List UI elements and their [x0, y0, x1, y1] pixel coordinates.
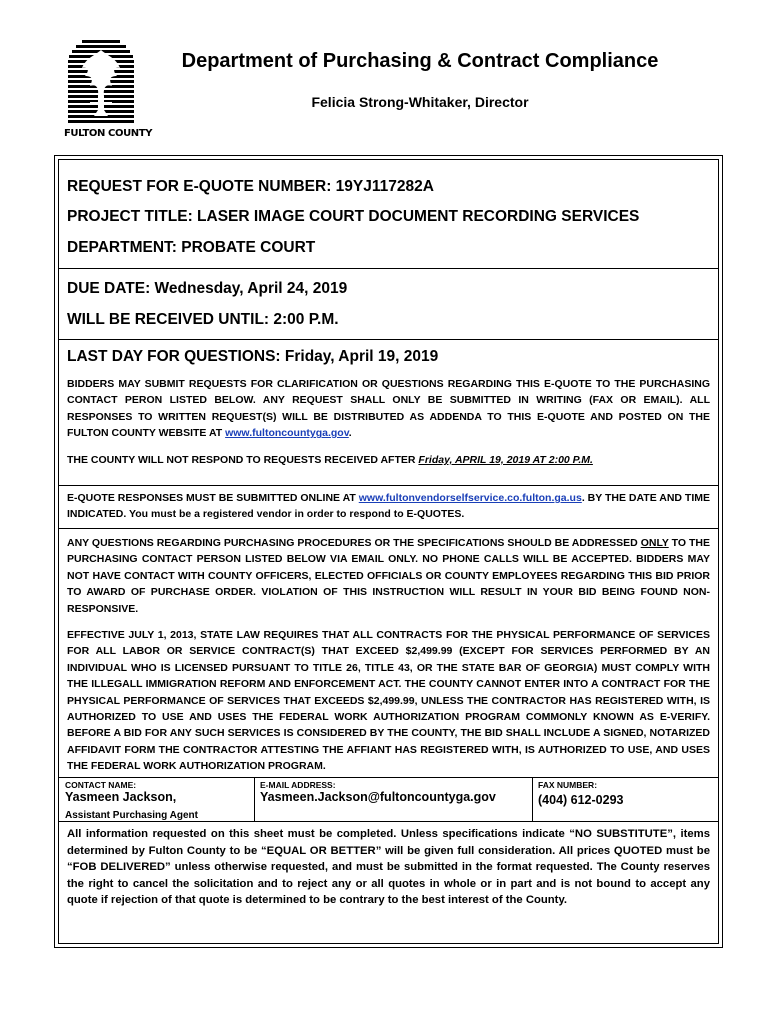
- department-name: DEPARTMENT: PROBATE COURT: [67, 239, 316, 256]
- clarification-paragraph: [67, 376, 710, 442]
- contact-name-label: CONTACT NAME:: [65, 780, 137, 790]
- terms-paragraph: All information requested on this sheet must be completed. Unless specifications indicate “NO SUBSTITUTE”, items determined by Fulton County to be “EQUAL OR BETTER” will be given full consideration. All prices QUOTED must be “FOB DELIVERED” unless otherwise requested, and must be submitted in the format requested. The County reserves the right to cancel the solicitation and to reject any or all quotes in whole or in part and is not bound to accept any quote if rejection of that quote is determined to be contrary to the best interest of the County.: [67, 828, 710, 906]
- due-date: DUE DATE: Wednesday, April 24, 2019: [67, 280, 348, 297]
- contact-email[interactable]: Yasmeen.Jackson@fultoncountyga.gov: [260, 790, 496, 804]
- due-date-section: [59, 268, 718, 339]
- logo-text: FULTON COUNTY: [64, 128, 153, 139]
- contact-name: Yasmeen Jackson,: [65, 790, 177, 804]
- contact-section: [59, 777, 718, 821]
- contact-name-cell: [59, 777, 254, 821]
- equote-number: REQUEST FOR E-QUOTE NUMBER: 19YJ117282A: [67, 178, 434, 195]
- project-title: PROJECT TITLE: LASER IMAGE COURT DOCUMENT RECORDING SERVICES: [67, 208, 640, 225]
- submission-text: E-QUOTE RESPONSES MUST BE SUBMITTED ONLINE AT: [67, 492, 359, 504]
- no-response-paragraph: [67, 452, 710, 468]
- only-emphasis: ONLY: [640, 537, 669, 549]
- quote-form: [58, 159, 719, 944]
- submission-section: [59, 485, 718, 528]
- procedures-paragraph: [67, 535, 710, 617]
- director-name: Felicia Strong-Whitaker, Director: [311, 94, 529, 110]
- procedures-section: [59, 528, 718, 777]
- fulton-county-logo: [64, 40, 153, 146]
- department-title: Department of Purchasing & Contract Compliance: [181, 50, 659, 72]
- fax-cell: [532, 777, 720, 821]
- quote-form-frame: [54, 155, 723, 948]
- procedures-text-rest: TO THE PURCHASING CONTACT PERSON LISTED BELOW VIA EMAIL ONLY. NO PHONE CALLS WILL BE ACCEPTED. BIDDERS MAY NOT HAVE CONTACT WITH COUNTY OFFICERS, ELECTED OFFICIALS OR COUNTY EMPLOYEES REGARDING THIS BID PRIOR TO AWARD OF PURCHASE ORDER. VIOLATION OF THIS INSTRUCTION WILL RESULT IN YOUR BID BEING FOUND NON-RESPONSIVE.: [67, 537, 711, 615]
- submission-paragraph: [67, 490, 710, 523]
- fax-number: (404) 612-0293: [538, 793, 624, 807]
- received-until: WILL BE RECEIVED UNTIL: 2:00 P.M.: [67, 311, 339, 328]
- request-info-section: [59, 160, 718, 268]
- fulton-county-seal-icon: [68, 40, 134, 124]
- submission-text-after: . BY THE DATE AND TIME INDICATED. You must be a registered vendor in order to respond to E-QUOTES.: [67, 492, 710, 521]
- email-label: E-MAIL ADDRESS:: [260, 780, 336, 790]
- contact-title: Assistant Purchasing Agent: [65, 810, 198, 821]
- question-deadline: Friday, APRIL 19, 2019 AT 2:00 P.M.: [418, 454, 593, 466]
- procedures-text: ANY QUESTIONS REGARDING PURCHASING PROCEDURES OR THE SPECIFICATIONS SHOULD BE ADDRESSED: [67, 537, 641, 549]
- no-response-text: THE COUNTY WILL NOT RESPOND TO REQUESTS RECEIVED AFTER: [67, 454, 419, 466]
- clarification-end: .: [348, 427, 352, 440]
- email-cell: [254, 777, 532, 821]
- clarification-text: BIDDERS MAY SUBMIT REQUESTS FOR CLARIFICATION OR QUESTIONS REGARDING THIS E-QUOTE TO THE PURCHASING CONTACT PERON LISTED BELOW. ANY REQUEST SHALL ONLY BE SUBMITTED IN WRITING (FAX OR EMAIL). ALL RESPONSES TO WRITTEN REQUEST(S) WILL BE DISTRIBUTED AS ADDENDA TO THIS E-QUOTE AND POSTED ON THE FULTON COUNTY WEBSITE AT: [67, 378, 710, 440]
- questions-section: [59, 339, 718, 485]
- last-day-for-questions: LAST DAY FOR QUESTIONS: Friday, April 19, 2019: [67, 348, 439, 365]
- terms-section: [59, 821, 718, 941]
- vendor-self-service-link[interactable]: www.fultonvendorselfservice.co.fulton.ga.us: [358, 492, 582, 504]
- fulton-county-website-link[interactable]: www.fultoncountyga.gov: [225, 427, 349, 440]
- fax-label: FAX NUMBER:: [538, 780, 598, 790]
- e-verify-paragraph: EFFECTIVE JULY 1, 2013, STATE LAW REQUIRES THAT ALL CONTRACTS FOR THE PHYSICAL PERFORMANCE OF SERVICES FOR ALL LABOR OR SERVICE CONTRACT(S) THAT EXCEED $2,499.99 (EXCEPT FOR SERVICES PERFORMED BY AN INDIVIDUAL WHO IS LICENSED PURSUANT TO TITLE 26, TITLE 43, OR THE STATE BAR OF GEORGIA) MUST COMPLY WITH THE ILLEGALL IMMIGRATION REFORM AND ENFORCEMENT ACT. THE COUNTY CANNOT ENTER INTO A CONTRACT FOR THE PHYSICAL PERFORMANCE OF SERVICES THAT EXCEEDS $2,499.99, UNLESS THE CONTRACTOR HAS REGISTERED WITH, IS AUTHORIZED TO USE AND USES THE FEDERAL WORK AUTHORIZATION PROGRAM COMMONLY KNOWN AS E-VERIFY. BEFORE A BID FOR ANY SUCH SERVICES IS CONSIDERED BY THE COUNTY, THE BID SHALL INCLUDE A SIGNED, NOTARIZED AFFIDAVIT FORM THE CONTRACTOR ATTESTING THE AFFIANT HAS REGISTERED WITH, IS AUTHORIZED TO USE, AND USES THE FEDERAL WORK AUTHORIZATION PROGRAM.: [67, 629, 710, 773]
